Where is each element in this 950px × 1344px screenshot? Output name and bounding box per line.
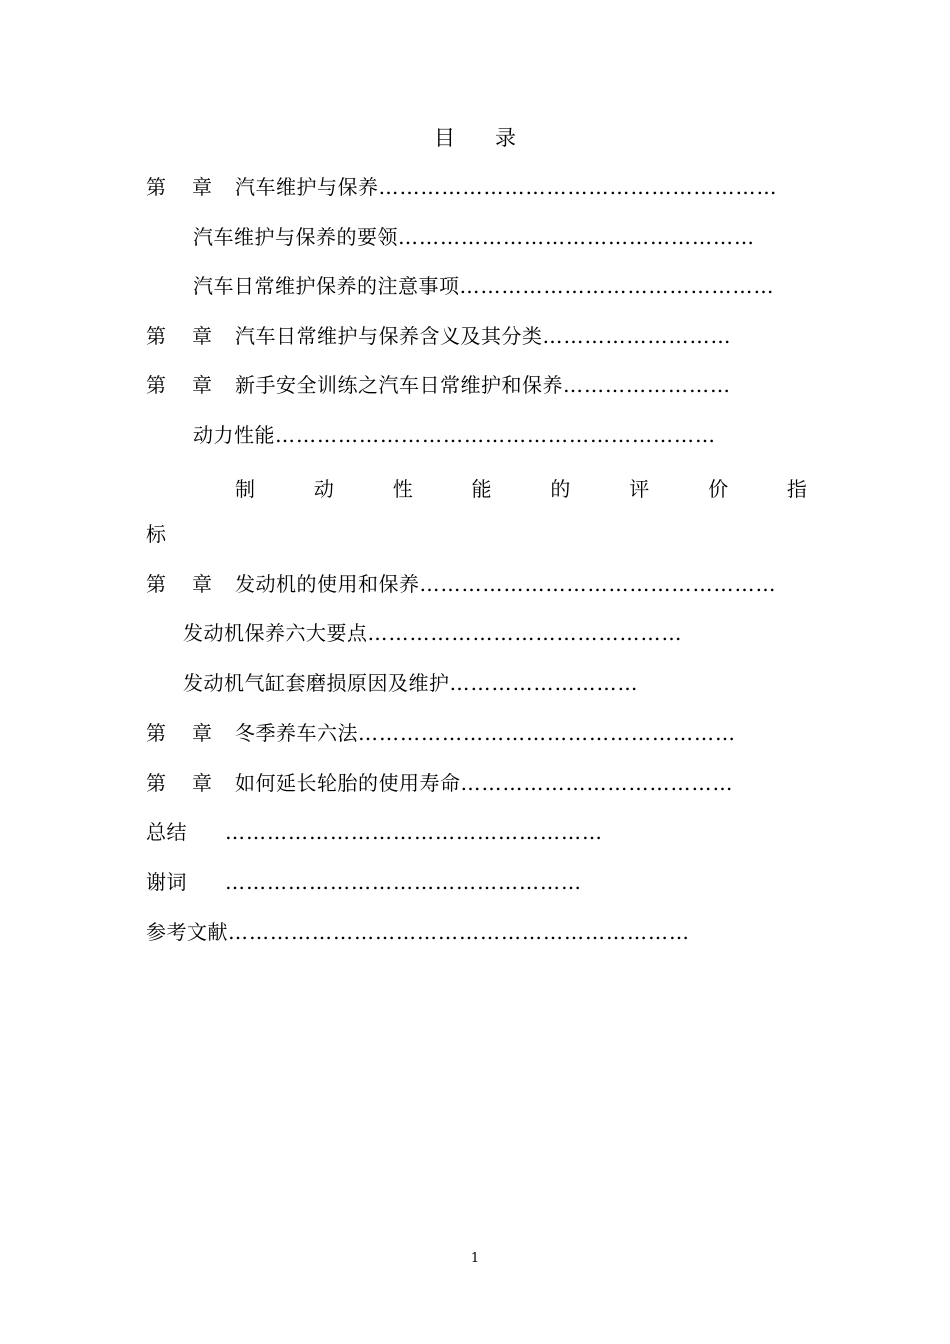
toc-leader-dots: ……………………… (449, 671, 639, 695)
toc-entry-section[interactable] (183, 671, 639, 695)
toc-spread-char: 评 (629, 477, 650, 501)
chapter-word-zhang: 章 (192, 175, 212, 199)
toc-title (0, 122, 950, 152)
toc-entry-chapter-6[interactable] (146, 771, 734, 795)
toc-entry-wrap (146, 522, 166, 546)
toc-entry-text: 总结 (146, 820, 187, 844)
toc-entry-section[interactable] (193, 274, 775, 298)
toc-leader-dots: …………………………………………… (419, 572, 777, 596)
toc-leader-dots: ……………………………………………… (358, 721, 736, 745)
toc-entry-section[interactable] (183, 621, 683, 645)
toc-leader-dots: …………………… (563, 373, 731, 397)
chapter-word-zhang: 章 (192, 373, 212, 397)
toc-leader-dots: ……………………………………… (459, 274, 775, 298)
toc-leader-dots: ………………………………………………… (378, 175, 778, 199)
toc-wrap-char: 标 (146, 522, 166, 546)
toc-entry-text: 冬季养车六法 (235, 721, 358, 745)
toc-title-right: 录 (495, 126, 516, 150)
toc-entry-text: 汽车维护与保养 (235, 175, 379, 199)
toc-entry-text: 参考文献 (146, 920, 228, 944)
chapter-word-zhang: 章 (192, 572, 212, 596)
toc-leader-dots: ……………………………………… (367, 621, 683, 645)
chapter-word-zhang: 章 (192, 324, 212, 348)
toc-entry-references[interactable] (146, 920, 690, 944)
toc-title-left: 目 (434, 126, 455, 150)
toc-entry-chapter-4[interactable] (146, 572, 777, 596)
toc-leader-dots: …………………………………………… (398, 225, 755, 249)
toc-leader-dots: ……………………… (542, 324, 732, 348)
toc-entry-chapter-5[interactable] (146, 721, 736, 745)
toc-leader-dots: …………………………………………… (225, 870, 582, 894)
toc-entry-text: 发动机气缸套磨损原因及维护 (183, 671, 450, 695)
chapter-word-di: 第 (146, 324, 166, 348)
chapter-word-zhang: 章 (192, 771, 212, 795)
toc-entry-summary[interactable] (146, 820, 603, 844)
toc-entry-acknowledgement[interactable] (146, 870, 582, 894)
chapter-word-di: 第 (146, 373, 166, 397)
toc-entry-text: 汽车维护与保养的要领 (193, 225, 398, 249)
toc-spread-char: 指 (786, 477, 807, 501)
chapter-word-di: 第 (146, 572, 166, 596)
toc-entry-text: 动力性能 (193, 423, 275, 447)
toc-entry-section[interactable] (193, 423, 716, 447)
page-number: 1 (470, 1251, 480, 1266)
toc-entry-section[interactable] (193, 225, 755, 249)
toc-spread-char: 制 (235, 477, 255, 501)
toc-leader-dots: ……………………………………………… (225, 820, 603, 844)
toc-spread-char: 价 (708, 477, 729, 501)
toc-entry-text: 发动机保养六大要点 (183, 621, 368, 645)
toc-spread-char: 性 (392, 477, 413, 501)
toc-entry-text: 发动机的使用和保养 (235, 572, 420, 596)
toc-entry-text: 如何延长轮胎的使用寿命 (235, 771, 461, 795)
toc-entry-chapter-2[interactable] (146, 324, 732, 348)
toc-entry-text: 汽车日常维护保养的注意事项 (193, 274, 460, 298)
toc-leader-dots: ………………………………… (460, 771, 734, 795)
toc-entry-text: 汽车日常维护与保养含义及其分类 (235, 324, 543, 348)
toc-spread-char: 动 (313, 477, 334, 501)
toc-entry-spread[interactable] (235, 473, 807, 501)
toc-entry-text: 新手安全训练之汽车日常维护和保养 (235, 373, 563, 397)
chapter-word-di: 第 (146, 175, 166, 199)
chapter-word-di: 第 (146, 771, 166, 795)
toc-spread-char: 的 (550, 477, 571, 501)
toc-leader-dots: ………………………………………………………… (228, 920, 690, 944)
toc-entry-text: 谢词 (146, 870, 187, 894)
toc-spread-char: 能 (471, 477, 492, 501)
chapter-word-di: 第 (146, 721, 166, 745)
chapter-word-zhang: 章 (192, 721, 212, 745)
toc-leader-dots: ……………………………………………………… (275, 423, 716, 447)
toc-entry-chapter-3[interactable] (146, 373, 731, 397)
toc-entry-chapter-1[interactable] (146, 175, 778, 199)
